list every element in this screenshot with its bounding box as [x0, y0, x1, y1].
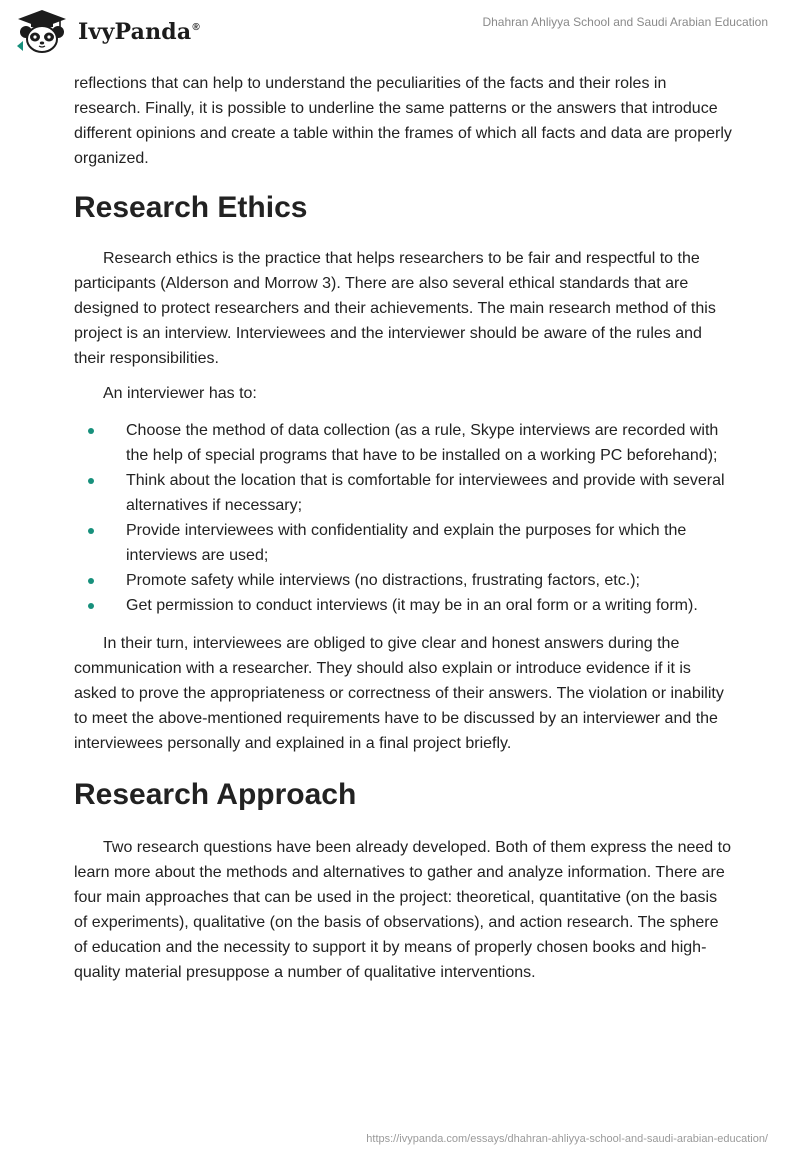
list-item: Get permission to conduct interviews (it may be in an oral form or a writing form).	[74, 593, 734, 618]
source-url[interactable]: https://ivypanda.com/essays/dhahran-ahliyya-school-and-saudi-arabian-education/	[366, 1133, 768, 1145]
ethics-paragraph-2: In their turn, interviewees are obliged to give clear and honest answers during the communication with a researcher. They should also explain or introduce evidence if it is asked to prove the appropriateness or correctness of their answers. The violation or inability to meet the above-mentioned requirements have to be discussed by an interviewer and the interviewees personally and explained in a final project briefly.	[74, 635, 724, 752]
brand-logo[interactable]	[14, 8, 200, 54]
bullet-icon	[88, 578, 94, 584]
ethics-list-intro: An interviewer has to:	[103, 385, 257, 402]
bullet-icon	[88, 428, 94, 434]
brand-name: IvyPanda®	[78, 19, 200, 45]
bullet-icon	[88, 528, 94, 534]
list-item: Choose the method of data collection (as a rule, Skype interviews are recorded with the help of special programs that have to be installed on a working PC beforehand);	[74, 418, 734, 468]
list-item: Provide interviewees with confidentiality and explain the purposes for which the interviews are used;	[74, 518, 734, 568]
interviewer-duties-list	[74, 418, 734, 618]
heading-research-approach: Research Approach	[74, 778, 357, 811]
bullet-icon	[88, 478, 94, 484]
list-item: Promote safety while interviews (no distractions, frustrating factors, etc.);	[74, 568, 734, 593]
heading-research-ethics: Research Ethics	[74, 191, 308, 224]
ethics-paragraph-1: Research ethics is the practice that helps researchers to be fair and respectful to the participants (Alderson and Morrow 3). There are also several ethical standards that are designed to protect researchers and their achievements. The main research method of this project is an interview. Interviewees and the interviewer should be aware of the rules and their responsibilities.	[74, 250, 716, 367]
essay-content	[74, 71, 734, 985]
page-header	[0, 0, 800, 60]
bullet-icon	[88, 603, 94, 609]
intro-paragraph: reflections that can help to understand the peculiarities of the facts and their roles in research. Finally, it is possible to underline the same patterns or the answers that introduce different opinions and create a table within the frames of which all facts and data are properly organized.	[74, 75, 732, 167]
list-item: Think about the location that is comfortable for interviewees and provide with several alternatives if necessary;	[74, 468, 734, 518]
document-title: Dhahran Ahliyya School and Saudi Arabian Education	[482, 15, 768, 29]
approach-paragraph-1: Two research questions have been already developed. Both of them express the need to learn more about the methods and alternatives to gather and analyze information. There are four main approaches that can be used in the project: theoretical, quantitative (on the basis of experiments), qualitative (on the basis of observations), and action research. The sphere of education and the necessity to support it by means of properly chosen books and high-quality material presuppose a number of qualitative interventions.	[74, 839, 731, 981]
panda-logo-icon	[14, 8, 70, 54]
